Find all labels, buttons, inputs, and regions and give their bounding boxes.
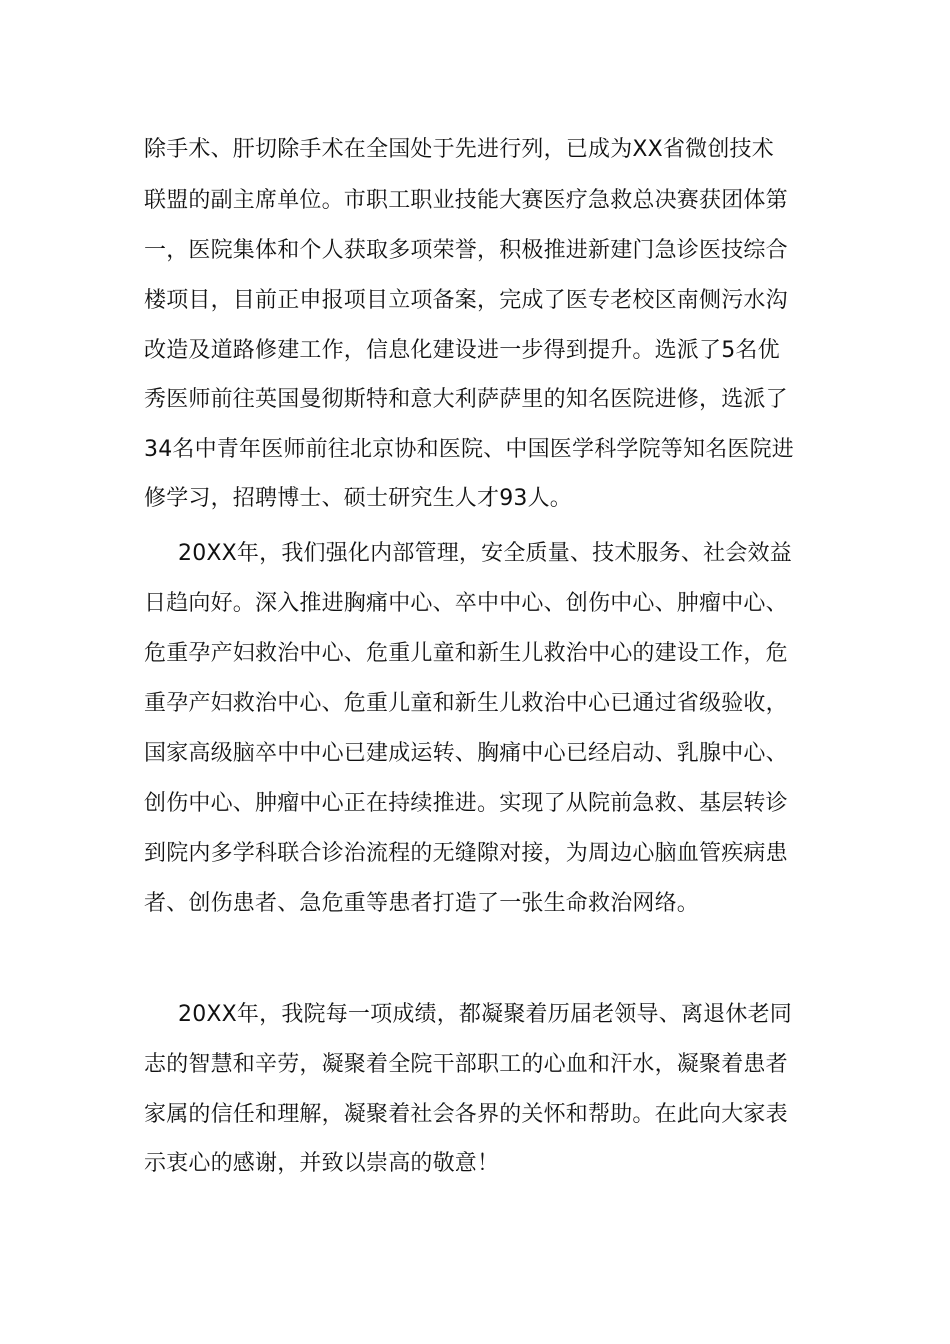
paragraph-2-line-1: 20XX年，我们强化内部管理，安全质量、技术服务、社会效益 bbox=[178, 541, 792, 566]
paragraph-1-line-1: 除手术、肝切除手术在全国处于先进行列，已成为XX省微创技术 bbox=[144, 137, 774, 162]
paragraph-3-line-3: 家属的信任和理解，凝聚着社会各界的关怀和帮助。在此向大家表 bbox=[144, 1102, 788, 1127]
paragraph-1-line-4: 楼项目，目前正申报项目立项备案，完成了医专老校区南侧污水沟 bbox=[144, 288, 788, 313]
paragraph-1-line-2: 联盟的副主席单位。市职工职业技能大赛医疗急救总决赛获团体第 bbox=[144, 188, 788, 213]
paragraph-2-line-4: 重孕产妇救治中心、危重儿童和新生儿救治中心已通过省级验收， bbox=[144, 691, 788, 716]
paragraph-1-line-6: 秀医师前往英国曼彻斯特和意大利萨萨里的知名医院进修，选派了 bbox=[144, 387, 788, 412]
paragraph-2-line-3: 危重孕产妇救治中心、危重儿童和新生儿救治中心的建设工作，危 bbox=[144, 641, 788, 666]
paragraph-2-line-6: 创伤中心、肿瘤中心正在持续推进。实现了从院前急救、基层转诊 bbox=[144, 791, 788, 816]
paragraph-3-line-1: 20XX年，我院每一项成绩，都凝聚着历届老领导、离退休老同 bbox=[178, 1002, 792, 1027]
paragraph-3-line-2: 志的智慧和辛劳，凝聚着全院干部职工的心血和汗水，凝聚着患者 bbox=[144, 1052, 788, 1077]
paragraph-2-line-5: 国家高级脑卒中中心已建成运转、胸痛中心已经启动、乳腺中心、 bbox=[144, 741, 788, 766]
paragraph-1-line-3: 一，医院集体和个人获取多项荣誉，积极推进新建门急诊医技综合 bbox=[144, 238, 788, 263]
paragraph-3-line-4: 示衷心的感谢，并致以崇高的敬意！ bbox=[144, 1151, 500, 1176]
paragraph-1-line-7: 34名中青年医师前往北京协和医院、中国医学科学院等知名医院进 bbox=[144, 437, 794, 462]
paragraph-2-line-8: 者、创伤患者、急危重等患者打造了一张生命救治网络。 bbox=[144, 891, 700, 916]
paragraph-1-line-5: 改造及道路修建工作，信息化建设进一步得到提升。选派了5名优 bbox=[144, 338, 780, 363]
paragraph-1-line-8: 修学习，招聘博士、硕士研究生人才93人。 bbox=[144, 486, 572, 511]
paragraph-2-line-2: 日趋向好。深入推进胸痛中心、卒中中心、创伤中心、肿瘤中心、 bbox=[144, 591, 788, 616]
paragraph-2-line-7: 到院内多学科联合诊治流程的无缝隙对接，为周边心脑血管疾病患 bbox=[144, 841, 788, 866]
